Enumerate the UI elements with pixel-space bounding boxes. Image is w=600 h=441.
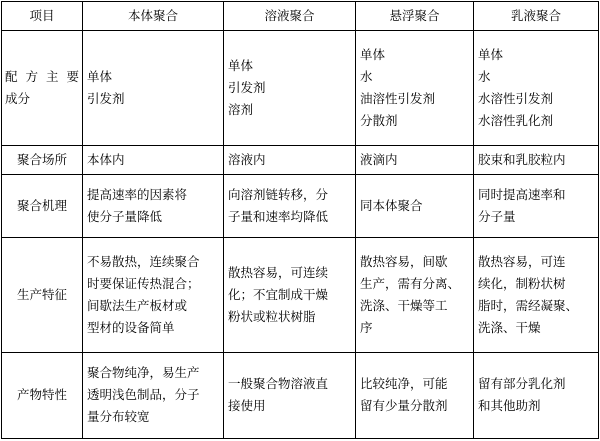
cell-line: 粉状或粒状树脂 — [228, 308, 316, 324]
cell-line: 洗涤、干燥 — [478, 319, 541, 335]
cell-line: 溶液内 — [228, 151, 266, 167]
row-label-line: 产物特性 — [16, 387, 67, 403]
cell-line: 水溶性乳化剂 — [478, 112, 554, 128]
cell-site-bulk — [83, 145, 224, 174]
cell-mechanism-solution — [224, 175, 356, 238]
table-row — [2, 145, 599, 174]
header-suspension-polymerization: 悬浮聚合 — [356, 2, 474, 31]
cell-product-bulk — [83, 352, 224, 438]
cell-production-suspension — [356, 238, 474, 353]
cell-site-solution — [224, 145, 356, 174]
row-label-line: 配方主要 — [5, 68, 79, 84]
row-label-site — [2, 145, 83, 174]
cell-line: 透明浅色制品，分子 — [87, 387, 200, 403]
cell-line: 不易散热，连续聚合 — [87, 253, 200, 269]
cell-line: 胶束和乳胶粒内 — [478, 151, 566, 167]
header-solution-polymerization: 溶液聚合 — [224, 2, 356, 31]
cell-line: 留有部分乳化剂 — [478, 376, 566, 392]
cell-site-emulsion — [474, 145, 599, 174]
cell-formula-emulsion — [474, 31, 599, 146]
cell-line: 脂时，需经凝聚、 — [478, 297, 579, 313]
cell-line: 量分布较宽 — [87, 409, 150, 425]
cell-line: 洗涤、干燥等工 — [360, 297, 448, 313]
cell-line: 同时提高速率和 — [478, 187, 566, 203]
row-label-product — [2, 352, 83, 438]
cell-line: 生产，需有分离、 — [360, 275, 461, 291]
cell-line: 单体 — [228, 57, 254, 73]
cell-line: 分子量 — [478, 209, 516, 225]
cell-line: 水 — [478, 68, 491, 84]
cell-line: 本体内 — [87, 151, 125, 167]
cell-product-emulsion — [474, 352, 599, 438]
cell-line: 水溶性引发剂 — [478, 90, 554, 106]
cell-line: 间歇法生产板材或 — [87, 297, 188, 313]
cell-formula-solution — [224, 31, 356, 146]
cell-line: 分散剂 — [360, 112, 398, 128]
cell-line: 水 — [360, 68, 373, 84]
cell-line: 向溶剂链转移，分 — [228, 187, 329, 203]
cell-production-emulsion — [474, 238, 599, 353]
cell-line: 型材的设备简单 — [87, 319, 175, 335]
cell-line: 序 — [360, 319, 373, 335]
header-item: 项目 — [2, 2, 83, 31]
table-row — [2, 175, 599, 238]
cell-line: 油溶性引发剂 — [360, 90, 436, 106]
cell-line: 使分子量降低 — [87, 209, 163, 225]
cell-mechanism-suspension — [356, 175, 474, 238]
cell-line: 同本体聚合 — [360, 198, 423, 214]
table-row — [2, 238, 599, 353]
cell-line: 留有少量分散剂 — [360, 398, 448, 414]
table-row — [2, 31, 599, 146]
cell-line: 引发剂 — [228, 79, 266, 95]
row-label-line: 生产特征 — [16, 286, 67, 302]
cell-mechanism-emulsion — [474, 175, 599, 238]
cell-line: 时要保证传热混合； — [87, 275, 200, 291]
cell-mechanism-bulk — [83, 175, 224, 238]
row-label-line: 聚合机理 — [16, 198, 67, 214]
cell-product-solution — [224, 352, 356, 438]
cell-line: 液滴内 — [360, 151, 398, 167]
cell-line: 接使用 — [228, 398, 266, 414]
polymerization-comparison-table — [1, 1, 599, 439]
cell-line: 单体 — [360, 46, 386, 62]
cell-line: 提高速率的因素将 — [87, 187, 188, 203]
cell-line: 和其他助剂 — [478, 398, 541, 414]
cell-site-suspension — [356, 145, 474, 174]
row-label-line: 成分 — [5, 90, 31, 106]
cell-line: 溶剂 — [228, 101, 254, 117]
cell-line: 一般聚合物溶液直 — [228, 376, 329, 392]
row-label-formula — [2, 31, 83, 146]
row-label-production — [2, 238, 83, 353]
header-row — [2, 2, 599, 31]
cell-line: 散热容易，可连 — [478, 253, 566, 269]
header-bulk-polymerization: 本体聚合 — [83, 2, 224, 31]
cell-line: 散热容易，间歇 — [360, 253, 448, 269]
cell-line: 单体 — [478, 46, 504, 62]
cell-production-bulk — [83, 238, 224, 353]
cell-production-solution — [224, 238, 356, 353]
header-emulsion-polymerization: 乳液聚合 — [474, 2, 599, 31]
cell-line: 子量和速率均降低 — [228, 209, 329, 225]
cell-line: 引发剂 — [87, 90, 125, 106]
row-label-line: 聚合场所 — [16, 151, 67, 167]
cell-line: 化；不宜制成干燥 — [228, 286, 329, 302]
cell-line: 散热容易，可连续 — [228, 264, 329, 280]
row-label-mechanism — [2, 175, 83, 238]
cell-line: 续化，制粉状树 — [478, 275, 566, 291]
cell-line: 单体 — [87, 68, 113, 84]
cell-line: 比较纯净，可能 — [360, 376, 448, 392]
cell-formula-bulk — [83, 31, 224, 146]
table-row — [2, 352, 599, 438]
cell-line: 聚合物纯净，易生产 — [87, 365, 200, 381]
cell-product-suspension — [356, 352, 474, 438]
cell-formula-suspension — [356, 31, 474, 146]
